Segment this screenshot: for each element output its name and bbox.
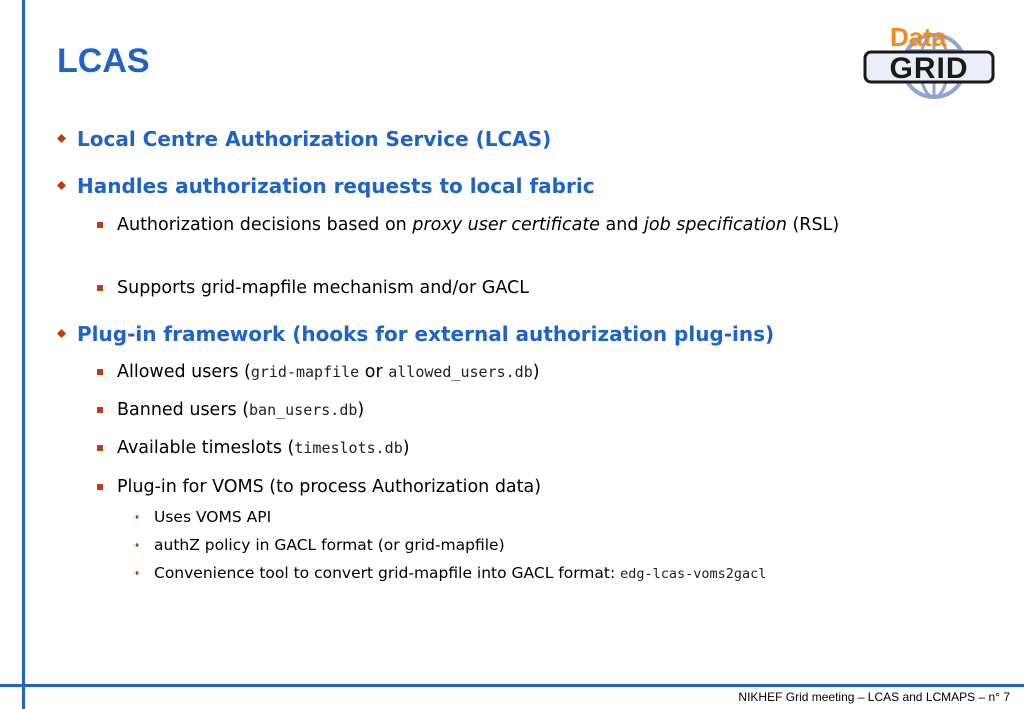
square-bullet-icon <box>97 285 103 291</box>
square-bullet-icon <box>97 407 103 413</box>
diamond-bullet-icon <box>57 134 66 143</box>
bullet-lcas: Local Centre Authorization Service (LCAS) <box>57 127 551 151</box>
square-bullet-icon <box>97 445 103 451</box>
bullet-handles-authorization: Handles authorization requests to local fabric <box>57 174 595 198</box>
bottom-border-line <box>0 684 1024 687</box>
subbullet-authorization-decisions: Authorization decisions based on proxy user certificate and job specification (RSL) <box>97 213 977 237</box>
subbullet-grid-mapfile-gacl: Supports grid-mapfile mechanism and/or GACL <box>97 276 977 300</box>
diamond-bullet-icon <box>57 181 66 190</box>
small-diamond-bullet-icon <box>134 570 140 576</box>
small-diamond-bullet-icon <box>134 542 140 548</box>
left-border-line <box>22 0 25 709</box>
logo-word-data: Data <box>890 22 947 52</box>
slide-footer: NIKHEF Grid meeting – LCAS and LCMAPS – n° 7 <box>738 690 1010 704</box>
subsubbullet-convenience-tool: Convenience tool to convert grid-mapfile into GACL format: edg-lcas-voms2gacl <box>134 563 766 584</box>
subbullet-available-timeslots: Available timeslots (timeslots.db) <box>97 436 977 460</box>
square-bullet-icon <box>97 369 103 375</box>
subsubbullet-authz-policy: authZ policy in GACL format (or grid-mapfile) <box>134 535 505 555</box>
square-bullet-icon <box>97 484 103 490</box>
subsubbullet-voms-api: Uses VOMS API <box>134 507 271 527</box>
subbullet-voms-plugin: Plug-in for VOMS (to process Authorization data) <box>97 475 977 499</box>
logo-word-grid: GRID <box>889 52 969 85</box>
datagrid-logo <box>862 22 1002 106</box>
square-bullet-icon <box>97 222 103 228</box>
small-diamond-bullet-icon <box>134 514 140 520</box>
subbullet-allowed-users: Allowed users (grid-mapfile or allowed_users.db) <box>97 360 977 384</box>
slide-title: LCAS <box>57 42 150 80</box>
diamond-bullet-icon <box>57 329 66 338</box>
subbullet-banned-users: Banned users (ban_users.db) <box>97 398 977 422</box>
bullet-plugin-framework: Plug-in framework (hooks for external authorization plug-ins) <box>57 322 774 346</box>
